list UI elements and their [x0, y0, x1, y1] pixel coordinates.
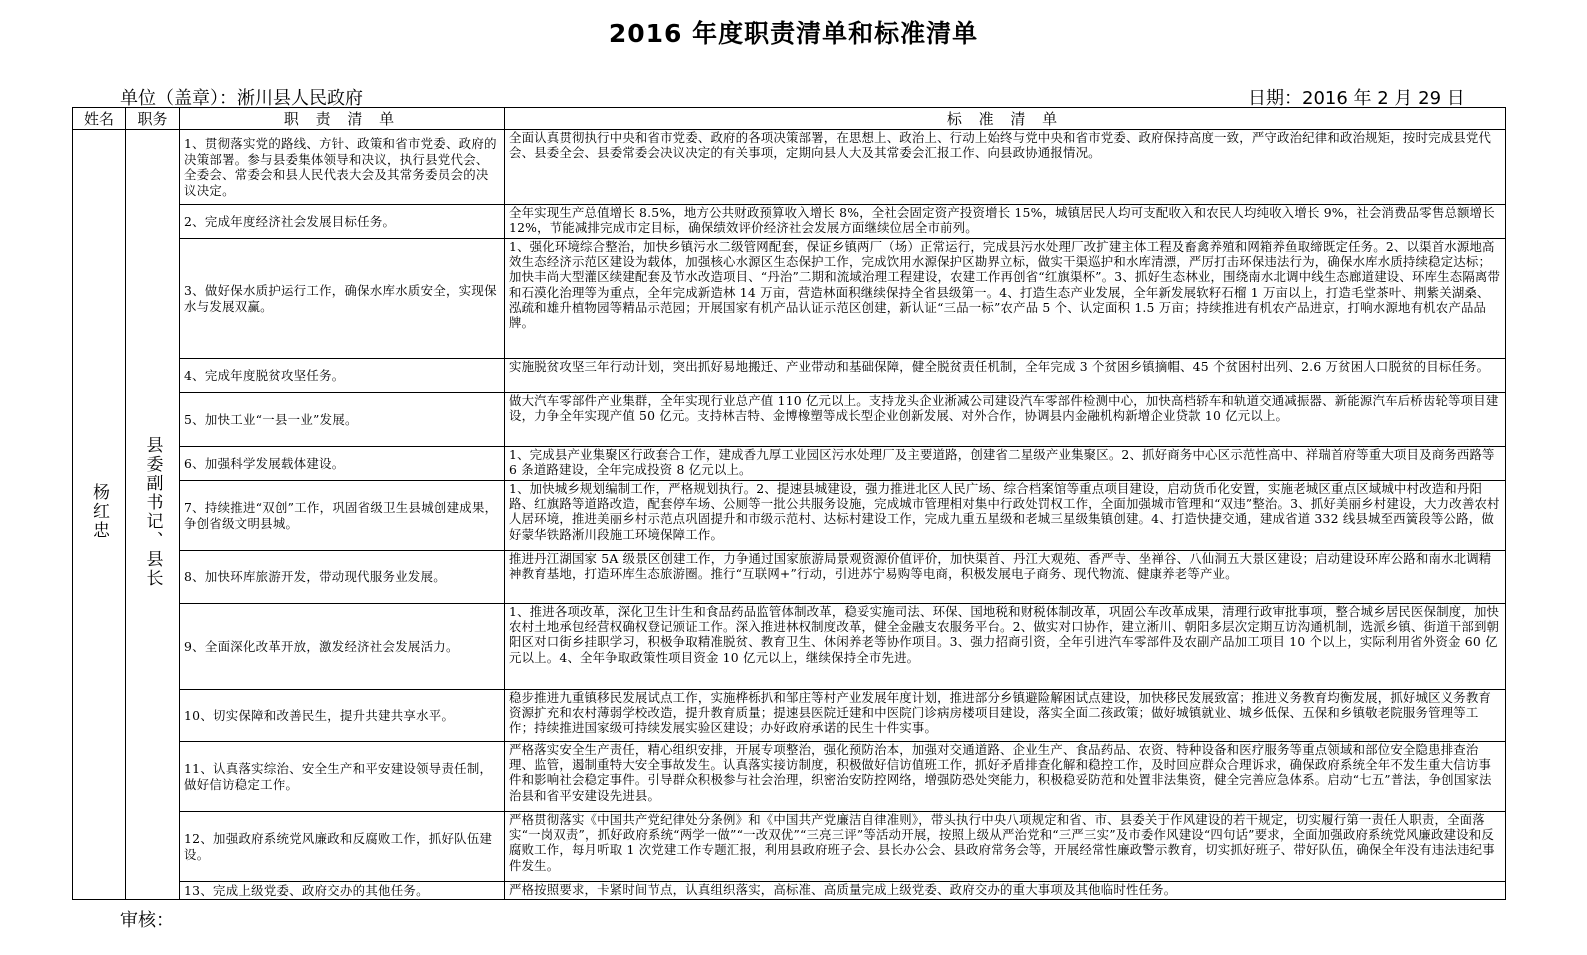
- official-name: 杨红忠: [89, 483, 109, 540]
- header-position: 职务: [126, 108, 180, 130]
- review-label: 审核：: [120, 910, 174, 931]
- header-standard: 标 准 清 单: [505, 108, 1506, 130]
- responsibility-cell: 13、完成上级党委、政府交办的其他任务。: [180, 882, 505, 900]
- table-header-row: [73, 108, 1506, 130]
- standard-cell: 全年实现生产总值增长 8.5%，地方公共财政预算收入增长 8%，全社会固定资产投资增长 15%，城镇居民人均可支配收入和农民人均纯收入增长 9%，社会消费品零售总额增长 12%，节能减排完成市定目标，确保绩效评价经济社会发展方面继续位居全市前列。: [505, 205, 1506, 239]
- page-title: 2016 年度职责清单和标准清单: [608, 19, 979, 48]
- standard-cell: 全面认真贯彻执行中央和省市党委、政府的各项决策部署，在思想上、政治上、行动上始终与党中央和省市党委、政府保持高度一致，严守政治纪律和政治规矩，按时完成县党代会、县委全会、县委常委会决议决定的有关事项，定期向县人大及其常委会汇报工作、向县政协通报情况。: [505, 130, 1506, 205]
- standard-cell: 推进丹江湖国家 5A 级景区创建工作，力争通过国家旅游局景观资源价值评价，加快渠首、丹江大观苑、香严寺、坐禅谷、八仙洞五大景区建设；启动建设环库公路和南水北调精神教育基地，打造环库生态旅游圈。推行“互联网+”行动，引进苏宁易购等电商，积极发展电子商务、现代物流、健康养老等产业。: [505, 551, 1506, 604]
- table-row: [73, 551, 1506, 604]
- standard-cell: 1、加快城乡规划编制工作，严格规划执行。2、提速县城建设，强力推进北区人民广场、综合档案馆等重点项目建设，启动货币化安置，实施老城区重点区域城中村改造和丹阳路、红旗路等道路改造，配套停车场、公厕等一批公共服务设施，完成城市管理相对集中行政处罚权工作，全面加强城市管理和“双违”整治。3、抓好美丽乡村建设，大力改善农村人居环境，推进美丽乡村示范点巩固提升和市级示范村、达标村建设工作，完成九重五星级和老城三星级集镇创建。4、打造快捷交通，建成省道 332 线县城至西簧段等公路，做好蒙华铁路淅川段施工环境保障工作。: [505, 481, 1506, 551]
- table-row: [73, 812, 1506, 882]
- table-row: [73, 742, 1506, 812]
- responsibility-cell: 12、加强政府系统党风廉政和反腐败工作，抓好队伍建设。: [180, 812, 505, 882]
- standard-cell: 实施脱贫攻坚三年行动计划，突出抓好易地搬迁、产业带动和基础保障，健全脱贫责任机制，全年完成 3 个贫困乡镇摘帽、45 个贫困村出列、2.6 万贫困人口脱贫的目标任务。: [505, 359, 1506, 393]
- standard-cell: 1、推进各项改革，深化卫生计生和食品药品监管体制改革，稳妥实施司法、环保、国地税和财税体制改革，巩固公车改革成果，清理行政审批事项，整合城乡居民医保制度，加快农村土地承包经营权确权登记颁证工作。深入推进林权制度改革，健全金融支农服务平台。2、做实对口协作，建立淅川、朝阳多层次定期互访沟通机制，选派乡镇、街道干部到朝阳区对口街乡挂职学习，积极争取精准脱贫、教育卫生、休闲养老等协作项目。3、强力招商引资，全年引进汽车零部件及农副产品加工项目 10 个以上，实际利用省外资金 60 亿元以上。4、全年争取政策性项目资金 10 亿元以上，继续保持全市先进。: [505, 604, 1506, 690]
- table-row: [73, 359, 1506, 393]
- standard-cell: 严格贯彻落实《中国共产党纪律处分条例》和《中国共产党廉洁自律准则》，带头执行中央八项规定和省、市、县委关于作风建设的若干规定，切实履行第一责任人职责，全面落实“一岗双责”，抓好政府系统“两学一做”“一改双优”“三亮三评”等活动开展，按照上级从严治党和“三严三实”及市委作风建设“四句话”要求，全面加强政府系统党风廉政建设和反腐败工作，每月听取 1 次党建工作专题汇报，利用县政府班子会、县长办公会、县政府常务会等，开展经常性廉政警示教育，切实抓好班子、带好队伍，确保全年没有违法违纪事件发生。: [505, 812, 1506, 882]
- responsibility-cell: 9、全面深化改革开放，激发经济社会发展活力。: [180, 604, 505, 690]
- official-position: 县委副书记、县长: [142, 435, 163, 588]
- table-body: [73, 130, 1506, 900]
- responsibility-cell: 8、加快环库旅游开发，带动现代服务业发展。: [180, 551, 505, 604]
- table-row: [73, 393, 1506, 447]
- table-row: [73, 130, 1506, 205]
- header-responsibility: 职 责 清 单: [180, 108, 505, 130]
- standard-cell: 1、强化环境综合整治，加快乡镇污水二级管网配套，保证乡镇两厂（场）正常运行，完成县污水处理厂改扩建主体工程及畜禽养殖和网箱养鱼取缔既定任务。2、以渠首水源地高效生态经济示范区建设为载体，加强核心水源区生态保护工作，完成饮用水源保护区勘界立标，做实干渠巡护和水库清漂，严厉打击环保违法行为，确保水库水质持续稳定达标；加快丰尚大型灌区续建配套及节水改造项目、“丹治”二期和流域治理工程建设，农建工作再创省“红旗渠杯”。3、抓好生态林业，围绕南水北调中线生态廊道建设、环库生态隔离带和石漠化治理等为重点，全年完成新造林 14 万亩，营造林面积继续保持全省县级第一。4、打造生态产业发展，全年新发展软籽石榴 1 万亩以上，打造毛堂茶叶、荆紫关湖桑、泓疏和雄升植物园等精品示范园；开展国家有机产品认证示范区创建，新认证“三品一标”农产品 5 个、认定面积 1.5 万亩；持续推进有机农产品进京，打响水源地有机农产品品牌。: [505, 239, 1506, 359]
- responsibility-cell: 4、完成年度脱贫攻坚任务。: [180, 359, 505, 393]
- responsibility-table: [72, 107, 1506, 900]
- header-name: 姓名: [73, 108, 126, 130]
- responsibility-cell: 7、持续推进“双创”工作，巩固省级卫生县城创建成果，争创省级文明县城。: [180, 481, 505, 551]
- responsibility-cell: 3、做好保水质护运行工作，确保水库水质安全，实现保水与发展双赢。: [180, 239, 505, 359]
- standard-cell: 严格按照要求，卡紧时间节点，认真组织落实，高标准、高质量完成上级党委、政府交办的重大事项及其他临时性任务。: [505, 882, 1506, 900]
- name-cell: [73, 130, 126, 900]
- standard-cell: 做大汽车零部件产业集群，全年实现行业总产值 110 亿元以上。支持龙头企业淅减公司建设汽车零部件检测中心，加快高档轿车和轨道交通减振器、新能源汽车后桥齿轮等项目建设，力争全年实现产值 50 亿元。支持林吉特、金博橡塑等成长型企业创新发展、对外合作，协调县内金融机构新增企业贷款 10 亿元以上。: [505, 393, 1506, 447]
- responsibility-cell: 6、加强科学发展载体建设。: [180, 447, 505, 481]
- responsibility-cell: 2、完成年度经济社会发展目标任务。: [180, 205, 505, 239]
- position-cell: [126, 130, 180, 900]
- table-row: [73, 882, 1506, 900]
- responsibility-cell: 10、切实保障和改善民生，提升共建共享水平。: [180, 690, 505, 742]
- table-row: [73, 239, 1506, 359]
- responsibility-cell: 5、加快工业“一县一业”发展。: [180, 393, 505, 447]
- table-row: [73, 690, 1506, 742]
- unit-label: 单位（盖章）：淅川县人民政府: [120, 88, 363, 109]
- table-row: [73, 604, 1506, 690]
- standard-cell: 严格落实安全生产责任，精心组织安排，开展专项整治，强化预防治本，加强对交通道路、企业生产、食品药品、农资、特种设备和医疗服务等重点领域和部位安全隐患排查治理、监管，遏制重特大安全事故发生。认真落实接访制度，积极做好信访值班工作，抓好矛盾排查化解和稳控工作，及时回应群众合理诉求，确保政府系统全年不发生重大信访事件和影响社会稳定事件。引导群众积极参与社会治理，织密治安防控网络，增强防恐处突能力，积极稳妥防范和处置非法集资，健全完善应急体系。启动“七五”普法，争创国家法治县和省平安建设先进县。: [505, 742, 1506, 812]
- standard-cell: 1、完成县产业集聚区行政套合工作，建成香九厚工业园区污水处理厂及主要道路，创建省二星级产业集聚区。2、抓好商务中心区示范性高中、祥瑞首府等重大项目及商务西路等 6 条道路建设，全年完成投资 8 亿元以上。: [505, 447, 1506, 481]
- table-row: [73, 205, 1506, 239]
- table-row: [73, 481, 1506, 551]
- responsibility-cell: 11、认真落实综治、安全生产和平安建设领导责任制，做好信访稳定工作。: [180, 742, 505, 812]
- standard-cell: 稳步推进九重镇移民发展试点工作，实施桦栎扒和邹庄等村产业发展年度计划，推进部分乡镇避险解困试点建设，加快移民发展致富；推进义务教育均衡发展，抓好城区义务教育资源扩充和农村薄弱学校改造，提升教育质量；提速县医院迁建和中医院门诊病房楼项目建设，落实全面二孩政策；做好城镇就业、城乡低保、五保和乡镇敬老院服务管理等工作；持续推进国家级可持续发展实验区建设；办好政府承诺的民生十件实事。: [505, 690, 1506, 742]
- responsibility-cell: 1、贯彻落实党的路线、方针、政策和省市党委、政府的决策部署。参与县委集体领导和决议，执行县党代会、全委会、常委会和县人民代表大会及其常务委员会的决议决定。: [180, 130, 505, 205]
- table-row: [73, 447, 1506, 481]
- date-label: 日期：2016 年 2 月 29 日: [1248, 88, 1465, 109]
